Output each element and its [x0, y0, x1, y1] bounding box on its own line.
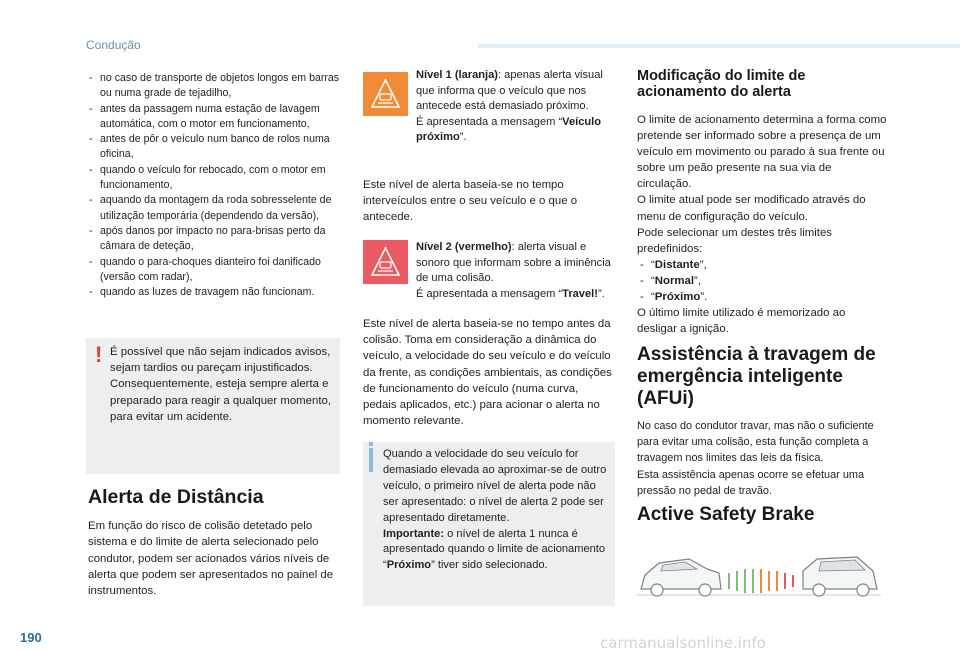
warning-line: Consequentemente, esteja sempre alerta e preparado para reagir a qualquer momento, para evitar um acidente. [110, 378, 331, 423]
nivel2-message: Travel! [562, 287, 598, 300]
warning-box [86, 338, 340, 474]
list-item: - quando o para-choques dianteiro foi danificado (versão com radar), [86, 255, 348, 286]
header-rule [478, 44, 960, 48]
warning-icon: ! [95, 342, 103, 367]
active-safety-heading: Active Safety Brake [637, 504, 815, 525]
list-item: - antes da passagem numa estação de lavagem automática, com o motor em funcionamento, [86, 102, 348, 133]
list-item: - quando as luzes de travagem não funcionam. [86, 285, 348, 300]
nivel2-description: Nível 2 (vermelho): alerta visual e sonoro que informam sobre a iminência de uma colisão. É apresentada a mensagem “Travel!”. [416, 241, 611, 300]
nivel1-message: Veículo próximo [416, 115, 602, 144]
page-number: 190 [20, 630, 42, 645]
list-item: - antes de pôr o veículo num banco de rolos numa oficina, [86, 132, 348, 163]
list-item: - no caso de transporte de objetos longos em barras ou numa grade de tejadilho, [86, 71, 348, 102]
nivel1-description: Nível 1 (laranja): apenas alerta visual que informa que o veículo que nos antecede está demasiado próximo. É apresentada a mensagem “Veículo próximo”. [416, 69, 603, 144]
nivel2-warning-icon [363, 240, 408, 284]
nivel1-paragraph: Este nível de alerta baseia-se no tempo interveículos entre o seu veículo e o que o antecede. [363, 179, 578, 224]
warning-line: É possível que não sejam indicados avisos, sejam tardios ou pareçam injustificados. [110, 346, 331, 375]
nivel2-paragraph: Este nível de alerta baseia-se no tempo antes da colisão. Toma em consideração a dinâmica do veículo, a velocidade do seu veículo e do veículo da frente, as condições ambientais, as condições de funcionamento do veículo (numa curva, pedais aplicados, etc.) para acionar o alerta no momento relevante. [363, 318, 612, 428]
nivel1-label: Nível 1 (laranja) [416, 69, 499, 81]
conditions-list [86, 71, 348, 300]
alerta-heading: Alerta de Distância [88, 486, 264, 508]
modificacao-heading: Modificação do limite de acionamento do alerta [637, 68, 806, 100]
assistencia-body: No caso do condutor travar, mas não o suficiente para evitar uma colisão, esta função completa a travagem nos limites das leis da física. Esta assistência apenas ocorre se efetuar uma pressão no pedal de travão. [637, 420, 874, 497]
option-item: - “Próximo”. [637, 289, 887, 305]
nivel1-warning-icon [363, 72, 408, 116]
car-illustration [637, 545, 881, 603]
watermark: carmanualsonline.info [600, 634, 766, 652]
list-item: - após danos por impacto no para-brisas perto da câmara de deteção, [86, 224, 348, 255]
list-item: - aquando da montagem da roda sobresselente de utilização temporária (dependendo da versão), [86, 193, 348, 224]
warning-text [110, 344, 332, 425]
modificacao-body: O limite de acionamento determina a forma como pretende ser informado sobre a presença de um veículo em movimento ou parado à sua frente ou sobre um peão presente na sua via de circulação. O limite atual pode ser modificado através do menu de configuração do veículo. Pode selecionar um destes três limites predefinidos: - “Distante”, - “Normal”, - “Próximo”. O último limite utilizado é memorizado ao desligar a ignição. [637, 112, 887, 337]
nivel2-label: Nível 2 (vermelho) [416, 241, 512, 253]
section-title: Condução [86, 38, 141, 52]
info-icon [369, 448, 373, 472]
option-item: - “Distante”, [637, 257, 887, 273]
option-item: - “Normal”, [637, 273, 887, 289]
alerta-paragraph: Em função do risco de colisão detetado pelo sistema e do limite de alerta selecionado pelo condutor, podem ser acionados vários níveis de alerta que podem ser apresentados no painel de instrumentos. [88, 520, 334, 598]
info-text: Quando a velocidade do seu veículo for demasiado elevada ao aproximar-se de outro veículo, o primeiro nível de alerta pode não ser apresentado: o nível de alerta 2 pode ser apresentado diretamente. Importante: o nível de alerta 1 nunca é apresentado quando o limite de acionamento “Próximo” tiver sido selecionado. [383, 448, 607, 572]
info-box [363, 442, 615, 606]
assistencia-heading: Assistência à travagem de emergência inteligente (AFUi) [637, 344, 876, 409]
list-item: - quando o veículo for rebocado, com o motor em funcionamento, [86, 163, 348, 194]
